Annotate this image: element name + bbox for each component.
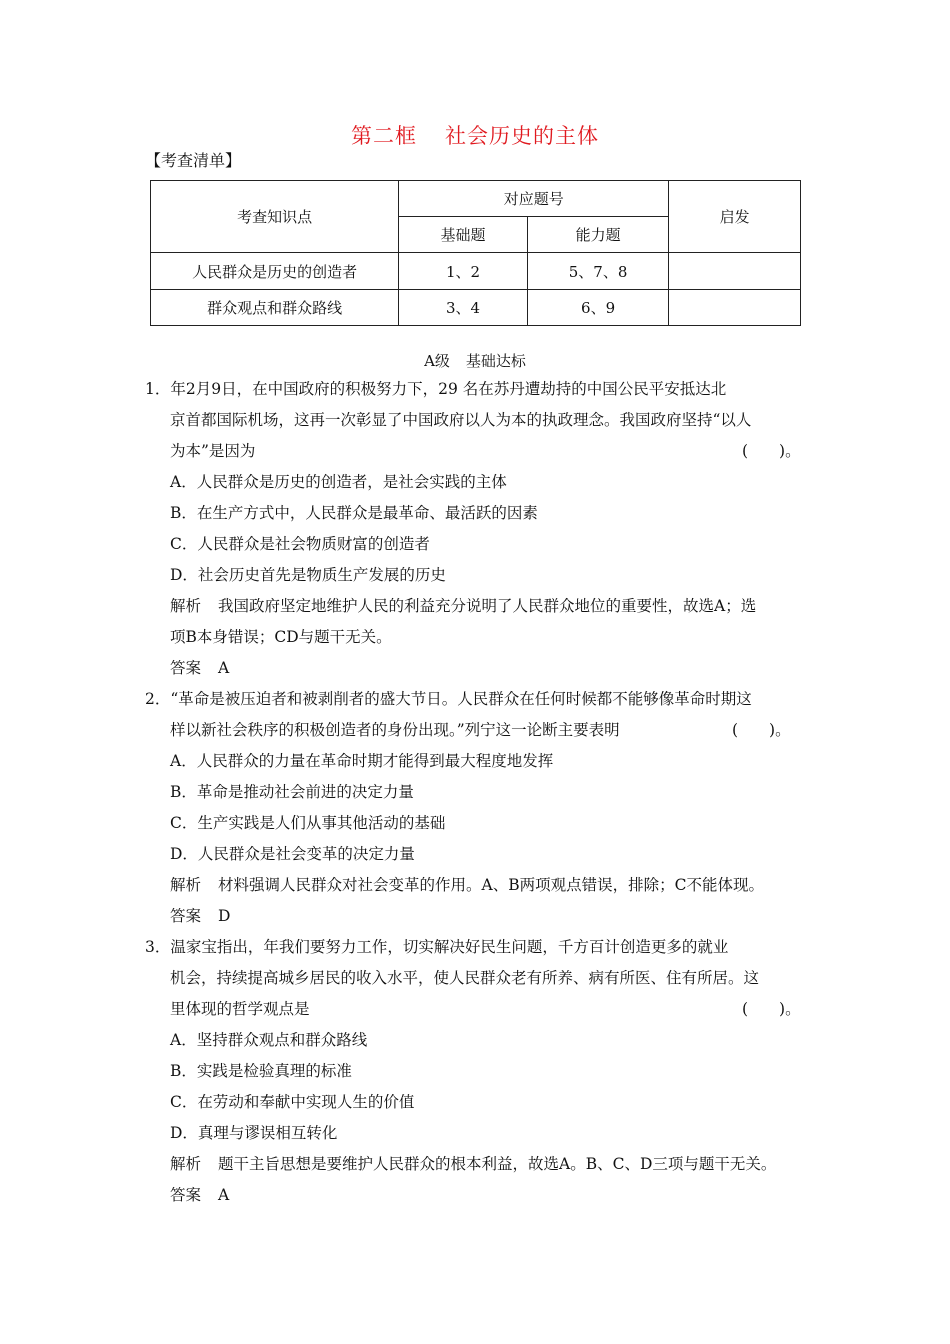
question-2-stem-line2: 样以新社会秩序的积极创造者的身份出现。”列宁这一论断主要表明 — [170, 721, 620, 739]
cell-basic: 1、2 — [399, 253, 528, 290]
option-b: B．实践是检验真理的标准 — [170, 1062, 352, 1080]
level-heading: A级 基础达标 — [424, 352, 526, 370]
option-a: A．人民群众的力量在革命时期才能得到最大程度地发挥 — [170, 752, 554, 770]
cell-point: 人民群众是历史的创造者 — [151, 253, 399, 290]
option-c: C．在劳动和奉献中实现人生的价值 — [170, 1093, 415, 1111]
table-row — [151, 253, 801, 290]
answer-blank: ( )。 — [732, 721, 791, 739]
answer: 答案 A — [170, 1186, 230, 1204]
question-1-stem-line3: 为本”是因为 — [170, 442, 256, 460]
header-ability: 能力题 — [527, 217, 669, 253]
cell-insight — [669, 290, 801, 326]
option-d: D．真理与谬误相互转化 — [170, 1124, 338, 1142]
cell-point: 群众观点和群众路线 — [151, 290, 399, 326]
cell-ability: 6、9 — [527, 290, 669, 326]
option-a: A．坚持群众观点和群众路线 — [170, 1031, 368, 1049]
analysis-line2: 项B本身错误；CD与题干无关。 — [170, 628, 392, 646]
analysis: 解析 题干主旨思想是要维护人民群众的根本利益，故选A。B、C、D三项与题干无关。 — [170, 1155, 777, 1173]
header-knowledge-point: 考查知识点 — [151, 181, 399, 253]
answer: 答案 A — [170, 659, 230, 677]
question-1-stem: 1．年2月9日，在中国政府的积极努力下，29 名在苏丹遭劫持的中国公民平安抵达北 — [145, 380, 727, 398]
analysis: 解析 材料强调人民群众对社会变革的作用。A、B两项观点错误，排除；C不能体现。 — [170, 876, 764, 894]
header-basic: 基础题 — [399, 217, 528, 253]
cell-basic: 3、4 — [399, 290, 528, 326]
header-question-numbers: 对应题号 — [399, 181, 669, 217]
question-1-stem-line2: 京首都国际机场，这再一次彰显了中国政府以人为本的执政理念。我国政府坚持“以人 — [170, 411, 752, 429]
question-3-stem-line2: 机会，持续提高城乡居民的收入水平，使人民群众老有所养、病有所医、住有所居。这 — [170, 969, 760, 987]
header-insight: 启发 — [669, 181, 801, 253]
answer-blank: ( )。 — [742, 442, 801, 460]
analysis: 解析 我国政府坚定地维护人民的利益充分说明了人民群众地位的重要性，故选A；选 — [170, 597, 757, 615]
page-title: 第二框 社会历史的主体 — [351, 124, 599, 148]
question-3-stem-line3: 里体现的哲学观点是 — [170, 1000, 310, 1018]
answer-blank: ( )。 — [742, 1000, 801, 1018]
option-b: B．革命是推动社会前进的决定力量 — [170, 783, 414, 801]
option-b: B．在生产方式中，人民群众是最革命、最活跃的因素 — [170, 504, 538, 522]
option-d: D．社会历史首先是物质生产发展的历史 — [170, 566, 446, 584]
option-c: C．生产实践是人们从事其他活动的基础 — [170, 814, 446, 832]
question-2-stem: 2．“革命是被压迫者和被剥削者的盛大节日。人民群众在任何时候都不能够像革命时期这 — [145, 690, 752, 708]
cell-ability: 5、7、8 — [527, 253, 669, 290]
option-a: A．人民群众是历史的创造者，是社会实践的主体 — [170, 473, 507, 491]
option-c: C．人民群众是社会物质财富的创造者 — [170, 535, 430, 553]
question-3-stem: 3．温家宝指出，年我们要努力工作，切实解决好民生问题，千方百计创造更多的就业 — [145, 938, 729, 956]
cell-insight — [669, 253, 801, 290]
option-d: D．人民群众是社会变革的决定力量 — [170, 845, 415, 863]
table-row — [151, 290, 801, 326]
checklist-label: 【考查清单】 — [145, 151, 242, 170]
answer: 答案 D — [170, 907, 231, 925]
knowledge-table — [150, 180, 801, 326]
